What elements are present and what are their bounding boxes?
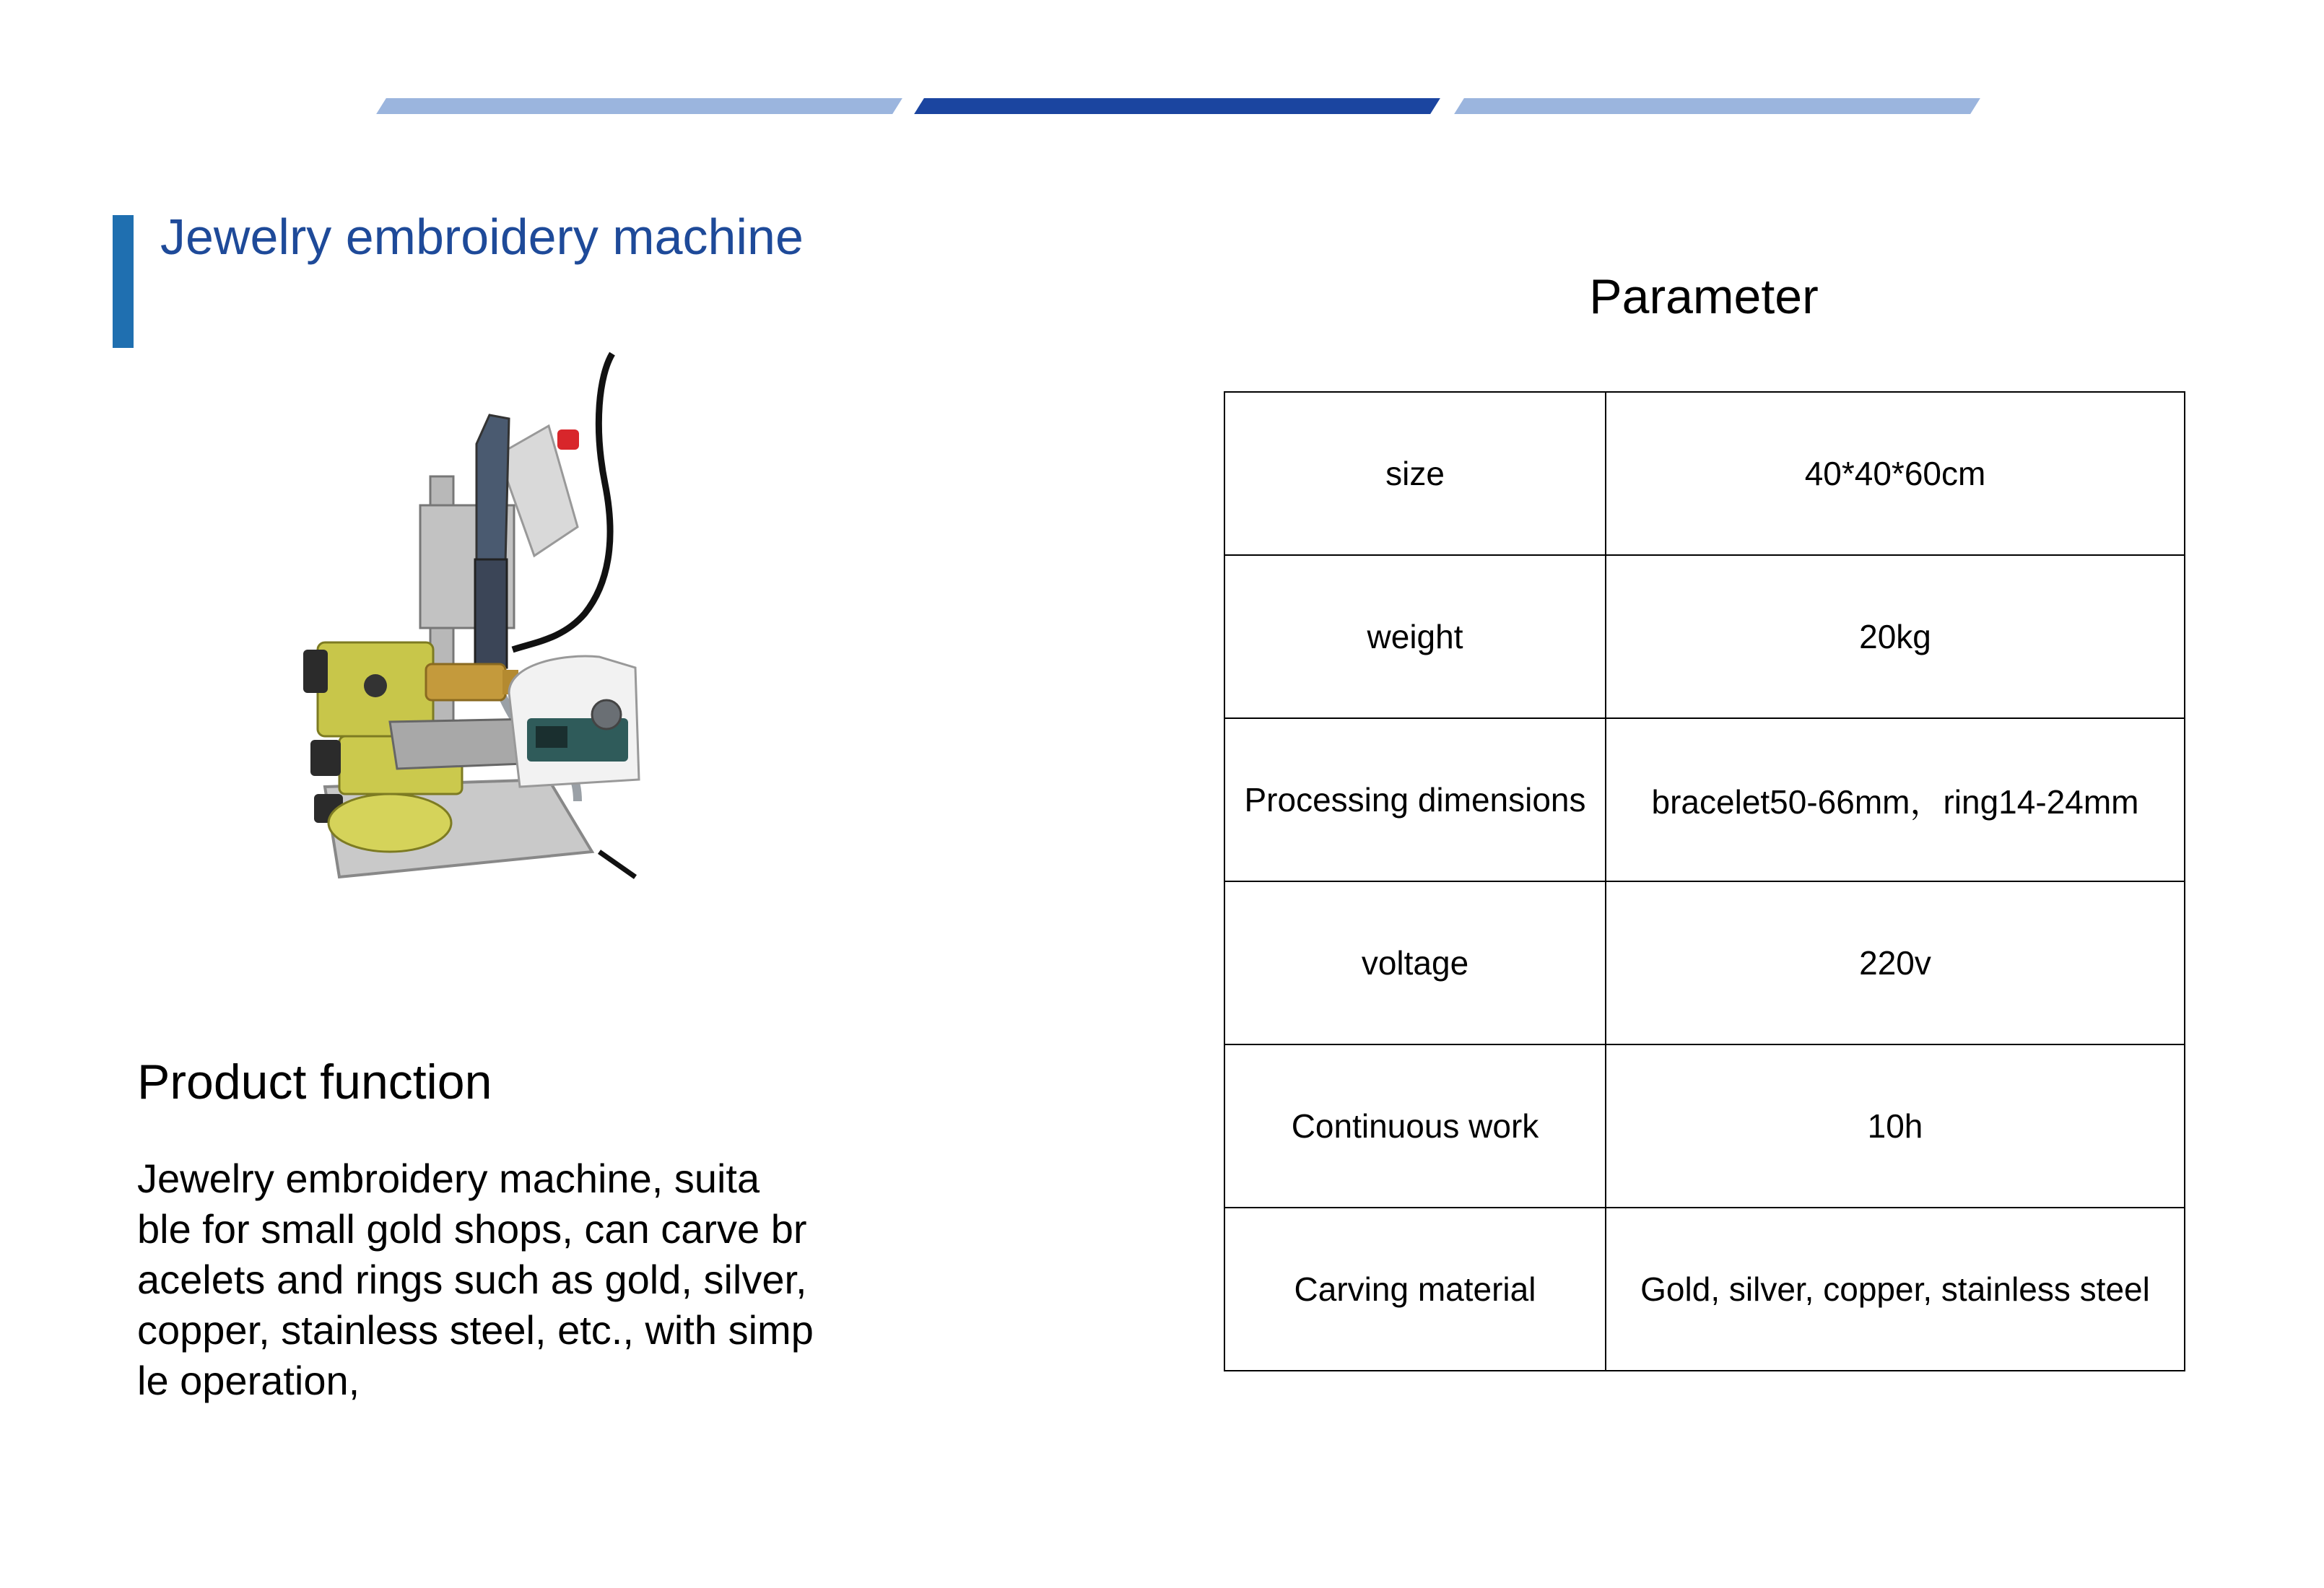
table-row <box>1224 392 2185 555</box>
table-row <box>1224 881 2185 1044</box>
param-label: weight <box>1224 555 1606 718</box>
top-stripe-center <box>914 98 1440 114</box>
param-label: size <box>1224 392 1606 555</box>
param-value: bracelet50-66mm，ring14-24mm <box>1606 718 2185 881</box>
param-value: 40*40*60cm <box>1606 392 2185 555</box>
parameter-heading: Parameter <box>1589 269 1819 324</box>
table-row <box>1224 555 2185 718</box>
param-label: voltage <box>1224 881 1606 1044</box>
param-label: Carving material <box>1224 1208 1606 1371</box>
title-accent-bar <box>113 215 134 348</box>
top-stripe-left <box>376 98 902 114</box>
param-value: 20kg <box>1606 555 2185 718</box>
product-function-text: Jewelry embroidery machine, suita ble for small gold shops, can carve br acelets and rings such as gold, silver, copper, stainless steel, etc., with simp le operation, <box>137 1156 814 1403</box>
param-value: Gold, silver, copper, stainless steel <box>1606 1208 2185 1371</box>
param-value: 10h <box>1606 1044 2185 1208</box>
param-label: Continuous work <box>1224 1044 1606 1208</box>
parameter-table <box>1224 391 2185 1371</box>
table-row <box>1224 1044 2185 1208</box>
param-label: Processing dimensions <box>1224 718 1606 881</box>
machine-image <box>260 346 664 917</box>
table-row <box>1224 718 2185 881</box>
table-row <box>1224 1208 2185 1371</box>
top-stripe-right <box>1454 98 1980 114</box>
product-function-heading: Product function <box>137 1055 492 1109</box>
page-title: Jewelry embroidery machine <box>160 209 804 265</box>
param-value: 220v <box>1606 881 2185 1044</box>
